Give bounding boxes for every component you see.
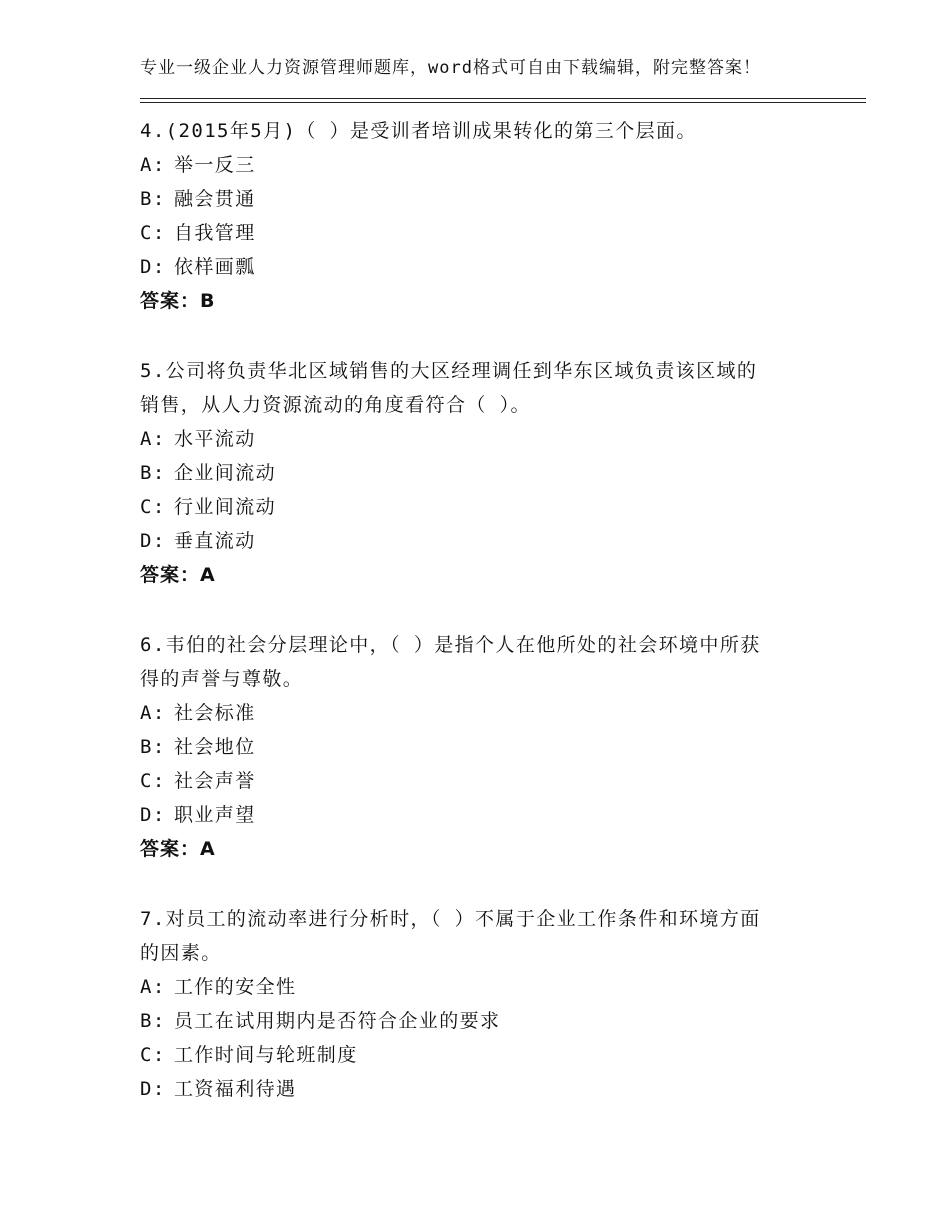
- option-letter: A:: [140, 702, 166, 724]
- option-letter: C:: [140, 222, 166, 244]
- option-text: 融会贯通: [174, 188, 256, 210]
- question-text: [140, 902, 820, 970]
- answer-text: 答案：A: [140, 564, 216, 586]
- option-text: 依样画瓢: [174, 256, 256, 278]
- option-c: [140, 764, 820, 798]
- question-7: [140, 902, 820, 1106]
- option-text: 社会地位: [174, 736, 256, 758]
- answer-text: 答案：A: [140, 838, 216, 860]
- option-c: [140, 490, 820, 524]
- option-b: [140, 730, 820, 764]
- question-text: [140, 628, 820, 696]
- option-text: 工作的安全性: [174, 976, 297, 998]
- option-letter: A:: [140, 428, 166, 450]
- option-text: 职业声望: [174, 804, 256, 826]
- option-letter: A:: [140, 154, 166, 176]
- option-text: 社会声誉: [174, 770, 256, 792]
- question-line: 6.韦伯的社会分层理论中，（ ）是指个人在他所处的社会环境中所获: [140, 634, 761, 656]
- option-letter: D:: [140, 530, 166, 552]
- question-list: [140, 114, 820, 1142]
- option-d: [140, 798, 820, 832]
- question-5: [140, 354, 820, 592]
- option-letter: B:: [140, 462, 166, 484]
- option-text: 行业间流动: [174, 496, 277, 518]
- question-line: 7.对员工的流动率进行分析时，（ ）不属于企业工作条件和环境方面: [140, 908, 761, 930]
- option-c: [140, 216, 820, 250]
- page-header: [140, 56, 866, 80]
- question-text: [140, 114, 820, 148]
- option-text: 举一反三: [174, 154, 256, 176]
- header-rule-bottom: [140, 102, 866, 103]
- option-letter: B:: [140, 736, 166, 758]
- question-line: 5.公司将负责华北区域销售的大区经理调任到华东区域负责该区域的: [140, 360, 758, 382]
- answer-text: 答案：B: [140, 290, 216, 312]
- option-a: [140, 422, 820, 456]
- header-double-rule: [140, 98, 866, 104]
- question-line: 的因素。: [140, 942, 222, 964]
- option-letter: D:: [140, 256, 166, 278]
- option-b: [140, 456, 820, 490]
- option-text: 工资福利待遇: [174, 1078, 297, 1100]
- option-text: 水平流动: [174, 428, 256, 450]
- option-letter: B:: [140, 188, 166, 210]
- question-line: 得的声誉与尊敬。: [140, 668, 304, 690]
- option-a: [140, 148, 820, 182]
- option-c: [140, 1038, 820, 1072]
- option-b: [140, 182, 820, 216]
- question-6: [140, 628, 820, 866]
- option-b: [140, 1004, 820, 1038]
- question-line: 销售，从人力资源流动的角度看符合（ ）。: [140, 394, 531, 416]
- question-text: [140, 354, 820, 422]
- option-a: [140, 696, 820, 730]
- option-letter: C:: [140, 496, 166, 518]
- option-a: [140, 970, 820, 1004]
- header-text: 专业一级企业人力资源管理师题库，word格式可自由下载编辑，附完整答案！: [140, 58, 761, 78]
- option-letter: C:: [140, 770, 166, 792]
- option-d: [140, 250, 820, 284]
- option-letter: B:: [140, 1010, 166, 1032]
- option-letter: D:: [140, 1078, 166, 1100]
- question-line: 4.(2015年5月)（ ）是受训者培训成果转化的第三个层面。: [140, 120, 697, 142]
- option-text: 工作时间与轮班制度: [174, 1044, 358, 1066]
- option-d: [140, 524, 820, 558]
- option-letter: D:: [140, 804, 166, 826]
- question-4: [140, 114, 820, 318]
- option-text: 社会标准: [174, 702, 256, 724]
- option-text: 自我管理: [174, 222, 256, 244]
- option-d: [140, 1072, 820, 1106]
- option-letter: A:: [140, 976, 166, 998]
- option-text: 企业间流动: [174, 462, 277, 484]
- option-letter: C:: [140, 1044, 166, 1066]
- option-text: 员工在试用期内是否符合企业的要求: [174, 1010, 501, 1032]
- header-rule-top: [140, 98, 866, 99]
- option-text: 垂直流动: [174, 530, 256, 552]
